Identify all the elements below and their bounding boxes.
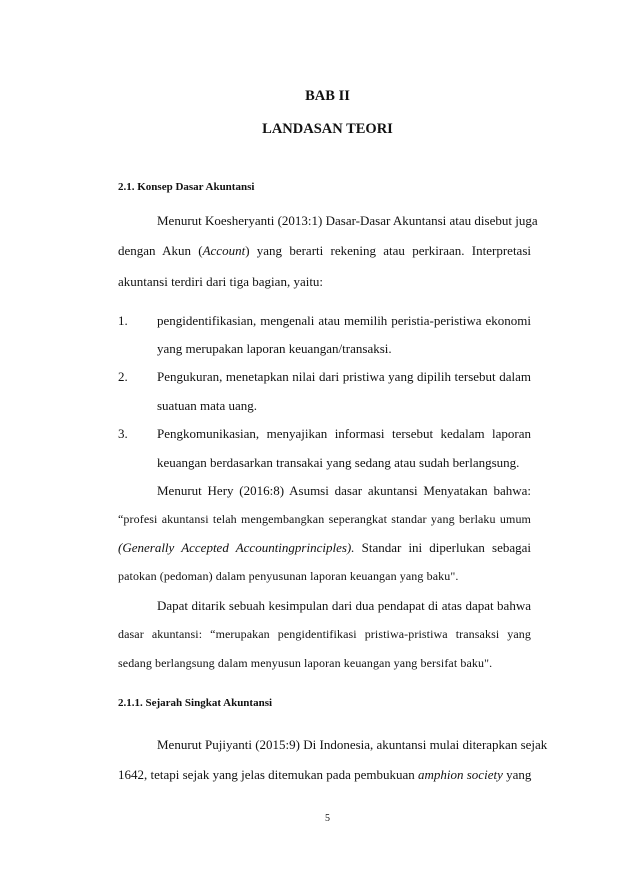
- section-heading: 2.1. Konsep Dasar Akuntansi: [118, 181, 255, 193]
- para3-line2: dasar akuntansi: “merupakan pengidentifikasi pristiwa-pristiwa transaksi yang: [118, 627, 531, 641]
- chapter-number: BAB II: [305, 88, 350, 104]
- page-number: 5: [325, 813, 330, 824]
- para1-line3: akuntansi terdiri dari tiga bagian, yaitu:: [118, 274, 324, 289]
- list-item-1-line1: pengidentifikasian, mengenali atau memilih peristia-peristiwa ekonomi: [157, 313, 531, 328]
- list-item-3-line1: Pengkomunikasian, menyajikan informasi tersebut kedalam laporan: [157, 426, 531, 441]
- para2-line1: Menurut Hery (2016:8) Asumsi dasar akuntansi Menyatakan bahwa:: [157, 483, 531, 498]
- para1-line2-emphasis: Account: [202, 243, 246, 258]
- para2-line3-emphasis: (Generally Accepted Accountingprinciples).: [118, 540, 355, 555]
- list-item-1-line2: yang merupakan laporan keuangan/transaksi.: [157, 341, 392, 356]
- chapter-title: LANDASAN TEORI: [262, 121, 393, 137]
- para3-line1: Dapat ditarik sebuah kesimpulan dari dua pendapat di atas dapat bahwa: [157, 598, 531, 613]
- para4-line2-pre: 1642, tetapi sejak yang jelas ditemukan pada pembukuan: [118, 767, 418, 782]
- para2-line3-post: Standar ini diperlukan sebagai: [354, 540, 531, 555]
- para2-line2: “profesi akuntansi telah mengembangkan seperangkat standar yang berlaku umum: [118, 512, 531, 526]
- list-item-3-number: 3.: [118, 426, 128, 441]
- para1-line1: Menurut Koesheryanti (2013:1) Dasar-Dasar Akuntansi atau disebut juga: [157, 213, 538, 228]
- para1-line2: [118, 243, 531, 259]
- para3-line3: sedang berlangsung dalam menyusun laporan keuangan yang bersifat baku".: [118, 656, 493, 670]
- para4-line2: [118, 767, 531, 783]
- para2-line4: patokan (pedoman) dalam penyusunan laporan keuangan yang baku".: [118, 569, 459, 583]
- para2-line3: [118, 540, 531, 556]
- list-item-2-line2: suatuan mata uang.: [157, 398, 257, 413]
- subsection-heading: 2.1.1. Sejarah Singkat Akuntansi: [118, 697, 273, 709]
- list-item-2-number: 2.: [118, 369, 128, 384]
- list-item-3-line2: keuangan berdasarkan transakai yang sedang atau sudah berlangsung.: [157, 455, 520, 470]
- para1-line2-post: ) yang berarti rekening atau perkiraan. Interpretasi: [245, 243, 531, 258]
- para4-line1: Menurut Pujiyanti (2015:9) Di Indonesia, akuntansi mulai diterapkan sejak: [157, 737, 548, 752]
- para4-line2-emphasis: amphion society: [418, 767, 503, 782]
- para1-line2-pre: dengan Akun (: [118, 243, 203, 258]
- list-item-1-number: 1.: [118, 313, 128, 328]
- list-item-2-line1: Pengukuran, menetapkan nilai dari pristiwa yang dipilih tersebut dalam: [157, 369, 531, 384]
- para4-line2-post: yang: [502, 767, 532, 782]
